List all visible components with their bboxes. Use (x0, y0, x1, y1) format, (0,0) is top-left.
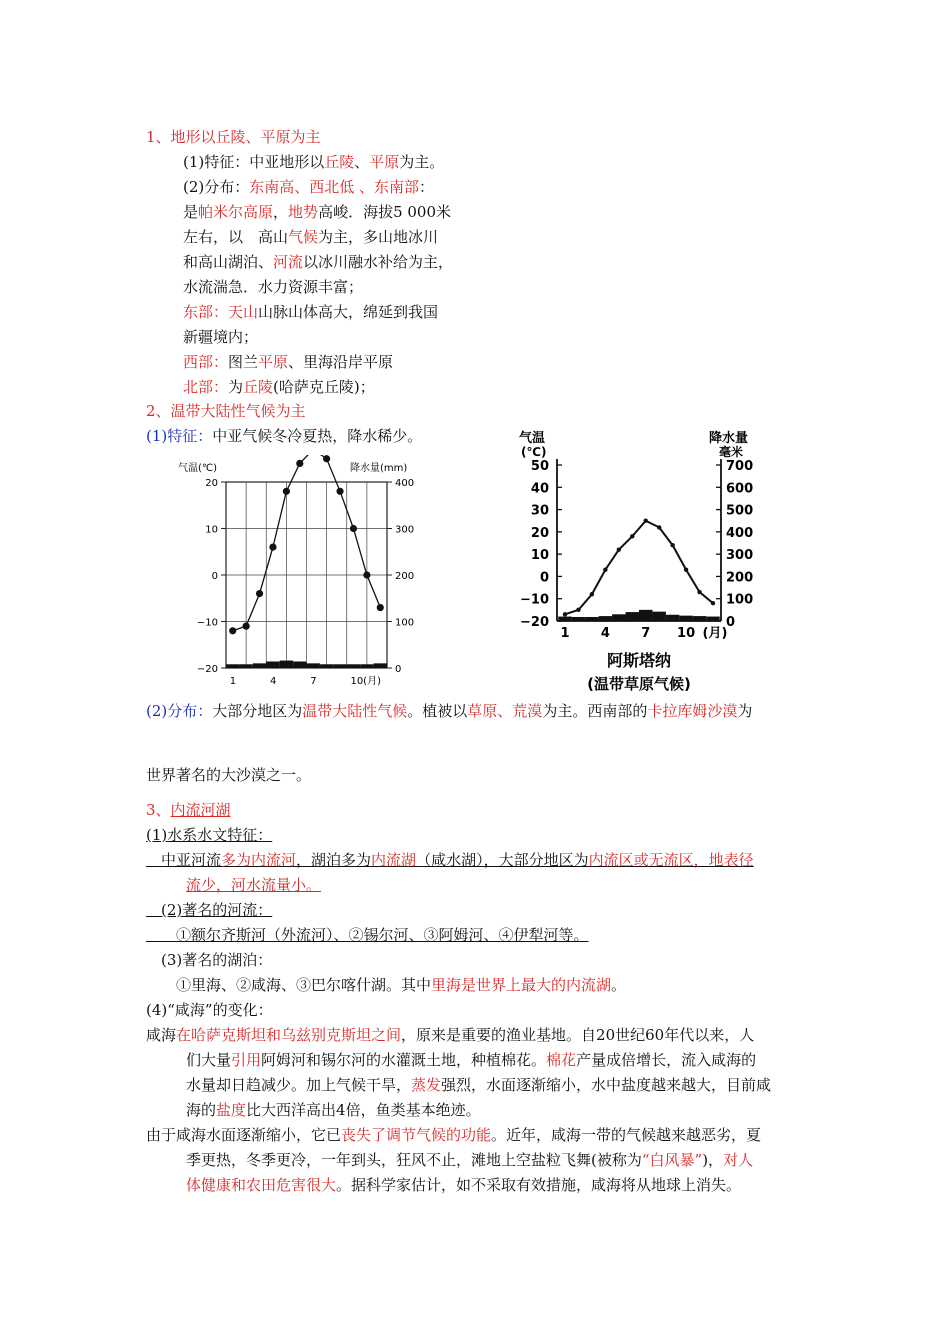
chart1-xtick-label: 10(月) (350, 676, 381, 687)
chart1-temp-point (283, 488, 290, 495)
chart2-temp-point (576, 608, 580, 612)
chart2-ytick-label: 0 (539, 570, 549, 586)
chart2-y2tick-label: 500 (726, 503, 754, 519)
chart1-precip-bar (293, 661, 306, 668)
aral-line-1: 咸海在哈萨克斯坦和乌兹别克斯坦之间，原来是重要的渔业基地。自20世纪60年代以来，人 (146, 1026, 755, 1044)
aral-heading: (4)“咸海”的变化： (146, 1001, 273, 1019)
lakes-list: ①里海、②咸海、③巴尔喀什湖。其中里海是世界上最大的内流湖。 (176, 976, 627, 994)
chart2-xtick-label: 7 (641, 626, 651, 641)
chart2-temp-line (565, 521, 713, 615)
chart1-temp-point (256, 590, 263, 597)
chart1-y2tick-label: 200 (395, 571, 415, 582)
chart2-temp-point (644, 519, 648, 523)
chart2-precip-bar (558, 617, 571, 621)
chart1-temp-point (229, 627, 236, 634)
chart2-precip-bar (666, 615, 679, 621)
chart2-y2tick-label: 200 (726, 570, 754, 586)
chart2-xunit-label: (月) (702, 626, 728, 641)
chart1-y2tick-label: 400 (395, 478, 415, 489)
chart2-y2label: 降水量 (709, 431, 749, 446)
chart2-precip-bar (652, 612, 665, 621)
chart1-ytick-label: 0 (211, 571, 218, 582)
chart2-y2tick-label: 600 (726, 481, 754, 497)
aral-line-6: 季更热，冬季更冷，一年到头，狂风不止，滩地上空盐粒飞舞(被称为“白风暴”)，对人 (186, 1151, 754, 1169)
chart1-y2label: 降水量(mm) (350, 463, 408, 474)
chart2-y2tick-label: 300 (726, 548, 754, 564)
chart1-precip-bar (253, 663, 266, 668)
xinjiang-line: 新疆境内； (183, 328, 259, 346)
chart1-precip-bar (320, 664, 333, 668)
chart2-precip-bar (599, 616, 612, 621)
chart2-precip-bar (572, 617, 585, 621)
north-line: 北部：为丘陵(哈萨克丘陵)； (183, 378, 375, 396)
chart1-ytick-label: 20 (205, 478, 218, 489)
chart2-ytick-label: 40 (530, 481, 549, 497)
chart2-precip-bar (585, 617, 598, 621)
chart2-ytick-label: 50 (530, 459, 549, 474)
chart2-title: 阿斯塔纳 (606, 651, 672, 670)
chart1-y2tick-label: 0 (395, 664, 402, 675)
chart2-temp-point (657, 525, 661, 529)
chart2-ytick-label: 30 (530, 503, 549, 519)
chart2-ytick-label: 20 (530, 525, 549, 541)
climate-feature: (1)特征：中亚气候冬冷夏热，降水稀少。 (146, 427, 423, 445)
hydro-line-2: 流少，河水流量小。 (186, 876, 322, 894)
chart2-precip-bar (612, 614, 625, 621)
hydro-line-1: 中亚河流多为内流河，湖泊多为内流湖（咸水湖），大部分地区为内流区或无流区，地表径 (146, 851, 754, 869)
chart1-ytick-label: −10 (196, 617, 218, 629)
chart1-ytick-label: −20 (196, 664, 218, 675)
chart1-temp-point (323, 455, 330, 462)
chart1-precip-bar (239, 664, 252, 668)
water-line: 水流湍急．水力资源丰富； (183, 278, 364, 296)
chart2-temp-point (563, 612, 567, 616)
chart2-y2tick-label: 100 (726, 592, 754, 608)
chart2-temp-point (684, 568, 688, 572)
chart1-precip-bar (360, 664, 373, 668)
chart1-precip-bar (333, 664, 346, 668)
rivers-heading: (2)著名的河流： (146, 901, 273, 919)
chart2-temp-point (590, 592, 594, 596)
chart1-temp-point (363, 571, 370, 578)
chart2-temp-point (697, 590, 701, 594)
section-2-title: 2、温带大陆性气候为主 (146, 402, 306, 420)
chart1-precip-bar (266, 661, 279, 668)
chart2-ytick-label: −20 (520, 615, 549, 630)
aral-line-2: 们大量引用阿姆河和锡尔河的水灌溉土地，种植棉花。棉花产量成倍增长，流入咸海的 (186, 1051, 757, 1069)
chart2-precip-bar (693, 616, 706, 621)
chart2-precip-bar (626, 612, 639, 621)
climate-line: 左右，以 高山气候为主，多山地冰川 (183, 228, 439, 246)
east-line: 东部：天山山脉山体高大，绵延到我国 (183, 303, 439, 321)
aral-line-5: 由于咸海水面逐渐缩小，它已丧失了调节气候的功能。近年，咸海一带的气候越来越恶劣，夏 (146, 1126, 762, 1144)
chart2-subtitle: (温带草原气候) (587, 675, 691, 693)
chart1-temp-point (377, 604, 384, 611)
west-line: 西部：图兰平原、里海沿岸平原 (183, 353, 394, 371)
aral-line-7: 体健康和农田危害很大。据科学家估计，如不采取有效措施，咸海将从地球上消失。 (186, 1176, 742, 1194)
chart2-ylabel-unit: (℃) (521, 445, 547, 459)
chart2-temp-point (630, 534, 634, 538)
chart1-precip-bar (226, 664, 239, 668)
chart1-xtick-label: 4 (269, 676, 277, 687)
chart1-temp-point (336, 488, 343, 495)
chart2-y2tick-label: 700 (726, 459, 754, 474)
chart1-y2tick-label: 300 (395, 524, 415, 536)
chart2-xtick-label: 4 (600, 626, 610, 641)
chart1-temp-point (243, 623, 250, 630)
chart1-y2tick-label: 100 (395, 617, 415, 629)
terrain-feature: (1)特征：中亚地形以丘陵、平原为主。 (183, 153, 445, 171)
climate-distribution: (2)分布：大部分地区为温带大陆性气候。植被以草原、荒漠为主。西南部的卡拉库姆沙漠为 (146, 702, 753, 720)
terrain-distribution: (2)分布：东南高、西北低 、东南部： (183, 178, 435, 196)
aral-line-4: 海的盐度比大西洋高出4倍，鱼类基本绝迹。 (186, 1101, 481, 1119)
chart1-temp-point (350, 525, 357, 532)
chart2-precip-bar (639, 610, 652, 621)
chart2-xtick-label: 1 (560, 626, 570, 641)
chart2-xtick-label: 10 (677, 626, 696, 641)
chart2-precip-bar (679, 616, 692, 621)
chart2-ylabel: 气温 (519, 431, 546, 446)
chart2-precip-bar (706, 617, 719, 621)
chart1-precip-bar (347, 664, 360, 668)
chart1-ytick-label: 10 (205, 524, 218, 536)
chart1-precip-bar (374, 663, 387, 668)
chart2-ytick-label: −10 (520, 592, 549, 608)
chart1-xtick-label: 1 (229, 676, 237, 687)
chart1-temp-point (296, 460, 303, 467)
section-1-title: 1、地形以丘陵、平原为主 (146, 128, 321, 146)
lakes-heading: (3)著名的湖泊： (146, 951, 273, 969)
chart1-precip-bar (307, 663, 320, 668)
chart2-temp-point (603, 568, 607, 572)
chart2-temp-point (670, 543, 674, 547)
desert-line: 世界著名的大沙漠之一。 (146, 766, 312, 784)
climate-chart-astana (505, 425, 795, 695)
chart2-ytick-label: 10 (530, 548, 549, 564)
river-line: 和高山湖泊、河流以冰川融水补给为主， (183, 253, 454, 271)
chart1-precip-bar (280, 661, 293, 668)
chart2-y2label-unit: 毫米 (719, 445, 744, 459)
chart2-y2tick-label: 400 (726, 525, 754, 541)
section-3-title: 3、内流河湖 (146, 801, 231, 819)
chart2-temp-point (711, 601, 715, 605)
chart2-temp-point (617, 547, 621, 551)
pamir-line: 是帕米尔高原，地势高峻．海拔5 000米 (183, 203, 452, 221)
aral-line-3: 水量却日趋减少。加上气候干旱，蒸发强烈，水面逐渐缩小，水中盐度越来越大，目前咸 (186, 1076, 772, 1094)
chart1-ylabel: 气温(℃) (178, 463, 218, 474)
chart2-y2tick-label: 0 (726, 615, 736, 630)
chart1-xtick-label: 7 (310, 676, 317, 687)
hydro-heading: (1)水系水文特征： (146, 826, 273, 844)
rivers-list: ①额尔齐斯河（外流河）、②锡尔河、③阿姆河、④伊犁河等。 (146, 926, 589, 944)
chart1-temp-point (269, 544, 276, 551)
climate-chart-1 (176, 455, 426, 690)
